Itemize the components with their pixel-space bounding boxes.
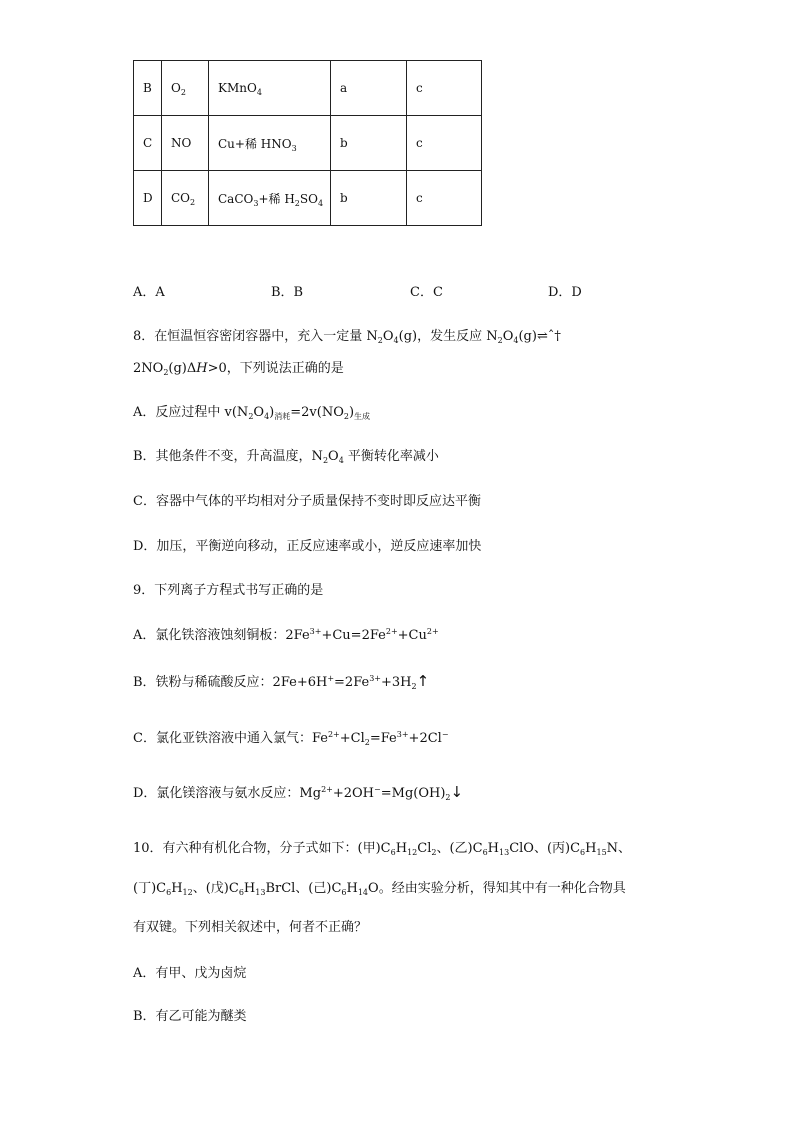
q9-stem: 9．下列离子方程式书写正确的是 [133,583,324,598]
collector-cell: b [331,171,407,226]
q10-stem-line1: 10．有六种有机化合物，分子式如下：(甲)$C_6H_{12}Cl_2$、(乙)$C_6H_{13}ClO$、(丙)$C_6H_{15}N$、 [133,841,632,857]
q8-option-b[interactable]: B．其他条件不变，升高温度，$N_2O_4$ 平衡转化率减小 [133,449,439,465]
q9-option-d[interactable]: D．氯化镁溶液与氨水反应：$Mg^{2+}+2OH^-=Mg(OH)_2↓$ [133,783,464,802]
gas-cell: $O_2$ [162,61,209,116]
q8-stem-line1: 8．在恒温恒容密闭容器中，充入一定量 $N_2O_4(g)$，发生反应 $N_2O_4(g)\rightleftharpoons ˆ\dagger$ [133,329,561,345]
reagent-cell: Cu+稀 $HNO_3$ [209,116,331,171]
q9-option-c[interactable]: C．氯化亚铁溶液中通入氯气：$Fe^{2+}+Cl_2=Fe^{3+}+2Cl^-$ [133,730,449,747]
q8-stem-line2: $2NO_2(g)\Delta H>0$，下列说法正确的是 [133,361,344,377]
q10-stem-line3: 有双键。下列相关叙述中，何者不正确？ [133,920,368,935]
reagent-table [133,60,482,226]
row-label: C [134,116,162,171]
q9-option-a[interactable]: A．氯化铁溶液蚀刻铜板：$2Fe^{3+}+Cu=2Fe^{2+}+Cu^{2+}$ [133,627,439,643]
q7-choice-b[interactable]: B．B [271,285,304,300]
collector-cell: a [331,61,407,116]
row-label: D [134,171,162,226]
q7-choice-c[interactable]: C．C [410,285,443,300]
q10-option-a[interactable]: A．有甲、戊为卤烷 [133,966,247,981]
table-row [134,171,482,226]
reagent-table-body [134,61,482,226]
gas-cell: NO [162,116,209,171]
table-row [134,61,482,116]
row-label: B [134,61,162,116]
q10-stem-line2: (丁)$C_6H_{12}$、(戊)$C_6H_{13}BrCl$、(己)$C_6H_{14}O$。经由实验分析，得知其中有一种化合物具 [133,881,626,897]
reagent-cell: KMnO$_4$ [209,61,331,116]
gas-cell: $CO_2$ [162,171,209,226]
q10-option-b[interactable]: B．有乙可能为醚类 [133,1009,247,1024]
q8-option-a[interactable]: A．反应过程中 $v(N_2O_4)_{消耗}=2v(NO_2)_{生成}$ [133,405,371,421]
reagent-cell: CaCO$_3$+稀 $H_2SO_4$ [209,171,331,226]
q7-choice-a[interactable]: A．A [133,285,165,300]
q7-choice-d[interactable]: D．D [548,285,582,300]
collector-cell: b [331,116,407,171]
device-cell: c [407,61,482,116]
table-row [134,116,482,171]
device-cell: c [407,116,482,171]
q8-option-c[interactable]: C．容器中气体的平均相对分子质量保持不变时即反应达平衡 [133,494,481,509]
device-cell: c [407,171,482,226]
q8-option-d[interactable]: D．加压，平衡逆向移动，正反应速率或小，逆反应速率加快 [133,539,482,554]
q9-option-b[interactable]: B．铁粉与稀硫酸反应：$2Fe+6H^+=2Fe^{3+}+3H_2↑$ [133,672,430,691]
